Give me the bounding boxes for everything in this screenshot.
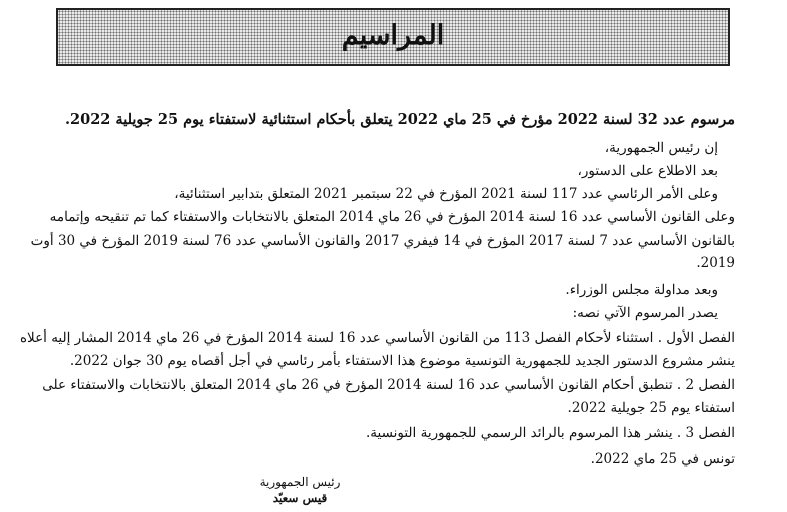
chapter-3-text: الفصل 3 . ينشر هذا المرسوم بالرائد الرسمي للجمهورية التونسية. xyxy=(365,425,735,441)
issuance-text: يصدر المرسوم الآتي نصه: xyxy=(572,305,718,321)
chapter-2-line: الفصل 2 . تنطبق أحكام القانون الأساسي عدد 16 لسنة 2014 المؤرخ في 26 ماي 2014 المتعلق بالانتخابات والاستفتاء على xyxy=(42,377,735,393)
signature-name: قيس سعيّد xyxy=(272,491,328,505)
chapter-1-line: الفصل الأول . استثناء لأحكام الفصل 113 من القانون الأساسي عدد 16 لسنة 2014 المؤرخ في 26 ماي 2014 المشار إليه أعلاه xyxy=(19,330,735,346)
preamble-line: بعد الاطلاع على الدستور، xyxy=(577,163,718,179)
law-reference-line: بالقانون الأساسي عدد 7 لسنة 2017 المؤرخ في 14 فيفري 2017 والقانون الأساسي عدد 76 لسنة 2019 المؤرخ في 30 أوت xyxy=(30,233,735,249)
preamble-line: وعلى الأمر الرئاسي عدد 117 لسنة 2021 المؤرخ في 22 سبتمبر 2021 المتعلق بتدابير استثنائية، xyxy=(174,186,718,202)
place-date: تونس في 25 ماي 2022. xyxy=(590,451,735,467)
chapter-2-line: استفتاء يوم 25 جويلية 2022. xyxy=(567,400,735,416)
section-banner xyxy=(56,8,730,66)
section-title: المراسيم xyxy=(341,20,445,51)
preamble-line: إن رئيس الجمهورية، xyxy=(604,140,718,156)
signature-role: رئيس الجمهورية xyxy=(259,475,341,489)
chapter-1-line: ينشر مشروع الدستور الجديد للجمهورية التونسية موضوع هذا الاستفتاء بأمر رئاسي في أجل أقصاه يوم 30 جوان 2022. xyxy=(69,353,735,369)
law-reference-line: 2019. xyxy=(696,255,735,271)
decree-title: مرسوم عدد 32 لسنة 2022 مؤرخ في 25 ماي 2022 يتعلق بأحكام استثنائية لاستفتاء يوم 25 جويلية 2022. xyxy=(64,111,735,128)
law-reference-line: وعلى القانون الأساسي عدد 16 لسنة 2014 المؤرخ في 26 ماي 2014 المتعلق بالانتخابات والاستفتاء كما تم تنقيحه وإتمامه xyxy=(49,209,735,225)
deliberation-text: وبعد مداولة مجلس الوزراء. xyxy=(565,282,718,298)
